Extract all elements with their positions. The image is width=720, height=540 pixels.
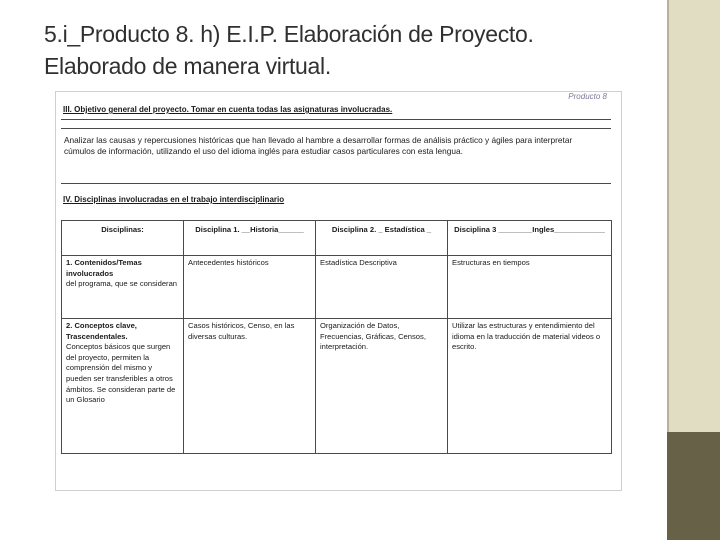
category-subtitle: Conceptos básicos que surgen del proyecto, permiten la comprensión del mismo y pueden ser transferibles a otros ámbitos. Se consideran parte de un Glosario [66, 342, 176, 405]
section-4-heading: IV. Disciplinas involucradas en el trabajo interdisciplinario [63, 195, 285, 204]
category-subtitle: del programa, que se consideran [66, 279, 178, 289]
table-cell: Casos históricos, Censo, en las diversas culturas. [184, 319, 316, 454]
objective-text: Analizar las causas y repercusiones históricas que han llevado al hambre a desarrollar formas de análisis práctico y ágiles para interpretar cúmulos de información, utilizando el uso del idioma inglés para estudiar casos particulares con esta lengua. [64, 135, 573, 156]
table-cell: Estructuras en tiempos [448, 256, 612, 319]
table-header-cell: Disciplina 1. __Historia______ [184, 221, 316, 256]
table-header-cell: Disciplinas: [62, 221, 184, 256]
table-category-cell [62, 319, 184, 454]
table-cell: Organización de Datos, Frecuencias, Gráficas, Censos, interpretación. [316, 319, 448, 454]
table-row [62, 256, 612, 319]
table-header-row [62, 221, 612, 256]
table-header-cell: Disciplina 3 ________Ingles____________ [448, 221, 612, 256]
table-row [62, 319, 612, 454]
divider [61, 183, 611, 184]
category-title: 1. Contenidos/Temas involucrados [66, 258, 142, 278]
document-label: Producto 8 [568, 92, 607, 101]
section-3-heading: III. Objetivo general del proyecto. Tomar en cuenta todas las asignaturas involucradas. [63, 105, 393, 114]
table-cell: Estadística Descriptiva [316, 256, 448, 319]
table-category-cell [62, 256, 184, 319]
document-image [55, 91, 622, 491]
slide-title-line-1: 5.i_Producto 8. h) E.I.P. Elaboración de Proyecto. [44, 21, 534, 47]
slide-title [44, 18, 654, 82]
divider [61, 119, 611, 120]
table-cell: Antecedentes históricos [184, 256, 316, 319]
table-cell: Utilizar las estructuras y entendimiento del idioma en la traducción de material videos o escrito. [448, 319, 612, 454]
divider [61, 128, 611, 129]
slide-title-line-2: Elaborado de manera virtual. [44, 53, 331, 79]
disciplines-table [61, 220, 612, 454]
category-title: 2. Conceptos clave, Trascendentales. [66, 321, 137, 341]
table-header-cell: Disciplina 2. _ Estadística _ [316, 221, 448, 256]
side-decor-block [667, 432, 720, 540]
